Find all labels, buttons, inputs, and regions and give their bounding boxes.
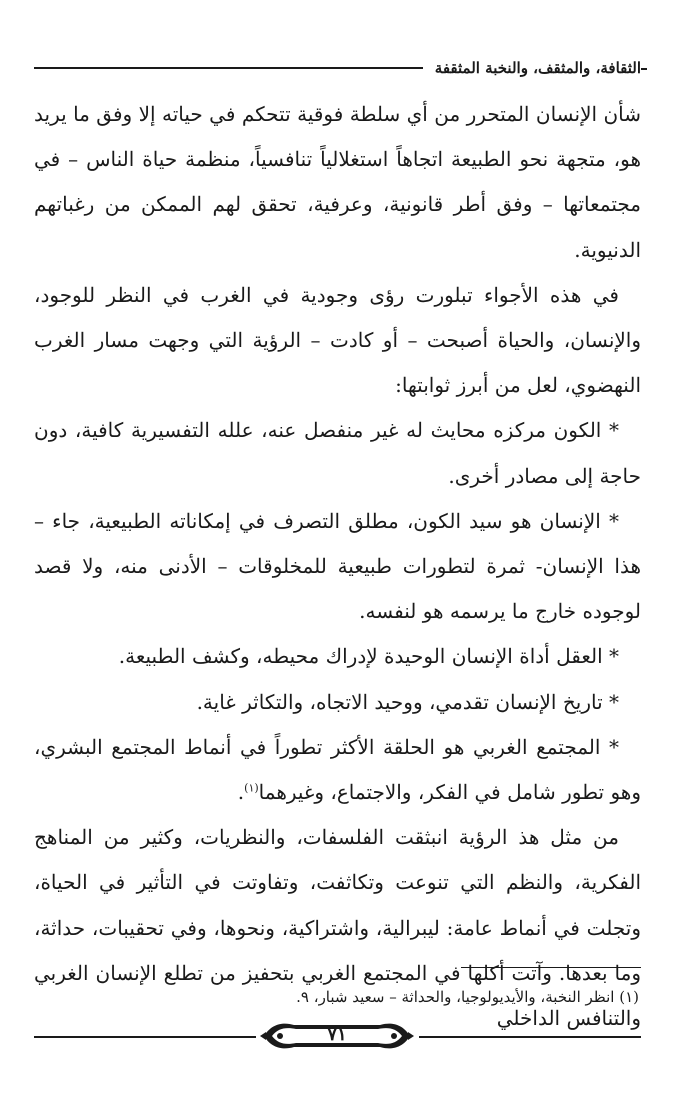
paragraph: * الإنسان هو سيد الكون، مطلق التصرف في إمكاناته الطبيعية، جاء – هذا الإنسان- ثمرة لتطورات طبيعية للمخلوقات – الأدنى منه، ولا قصد لوجوده خارج ما يرسمه هو لنفسه. <box>34 508 641 624</box>
paragraph: من مثل هذ الرؤية انبثقت الفلسفات، والنظريات، وكثير من المناهج الفكرية، والنظم التي تنوعت وتكاثفت، وتفاوتت في التأثير في الحياة، وتجلت في أنماط عامة: ليبرالية، واشتراكية، ونحوها، وفي تحقيبات، حداثة، وما بعدها. وآتت أكلها في المجتمع الغربي بتحفيز من تطلع الإنسان الغربي والتنافس الداخلي <box>34 825 641 1031</box>
paragraph: * تاريخ الإنسان تقدمي، ووحيد الاتجاه، والتكاثر غاية. <box>196 689 619 714</box>
page-number-ornament <box>258 1019 416 1053</box>
footnote: (١) انظر النخبة، والأيديولوجيا، والحداثة – سعيد شبار، ٩. <box>296 988 639 1006</box>
header-rule <box>34 67 423 69</box>
footnote-separator <box>461 967 641 968</box>
running-header <box>34 54 641 82</box>
paragraph <box>34 725 641 815</box>
paragraph-end: . <box>237 780 245 805</box>
running-header-title: الثقافة، والمثقف، والنخبة المثقفة <box>431 59 641 77</box>
paragraph: * الكون مركزه محايث له غير منفصل عنه، علله التفسيرية كافية، دون حاجة إلى مصادر أخرى. <box>34 418 641 488</box>
footer-rule-left <box>34 1036 256 1038</box>
page-number: ٧١ <box>327 1024 347 1045</box>
paragraph: في هذه الأجواء تبلورت رؤى وجودية في الغرب في النظر للوجود، والإنسان، والحياة أصبحت – أو كادت – الرؤية التي وجهت مسار الغرب النهضوي، لعل من أبرز ثوابتها: <box>34 282 641 398</box>
paragraph: شأن الإنسان المتحرر من أي سلطة فوقية تتحكم في حياته إلا وفق ما يريد هو، متجهة نحو الطبيعة اتجاهاً استغلالياً تنافسياً، منظمة حياة الناس – في مجتمعاتها – وفق أطر قانونية، وعرفية، تحقق لهم الممكن من رغباتهم الدنيوية. <box>34 102 641 262</box>
body-text <box>34 92 641 1041</box>
paragraph: * العقل أداة الإنسان الوحيدة لإدراك محيطه، وكشف الطبيعة. <box>118 644 619 669</box>
paragraph-text: * المجتمع الغربي هو الحلقة الأكثر تطوراً في أنماط المجتمع البشري، وهو تطور شامل في الفكر، والاجتماع، وغيرهما <box>34 734 641 805</box>
footer-rule-right <box>419 1036 641 1038</box>
footnote-reference: (١) <box>244 781 259 795</box>
